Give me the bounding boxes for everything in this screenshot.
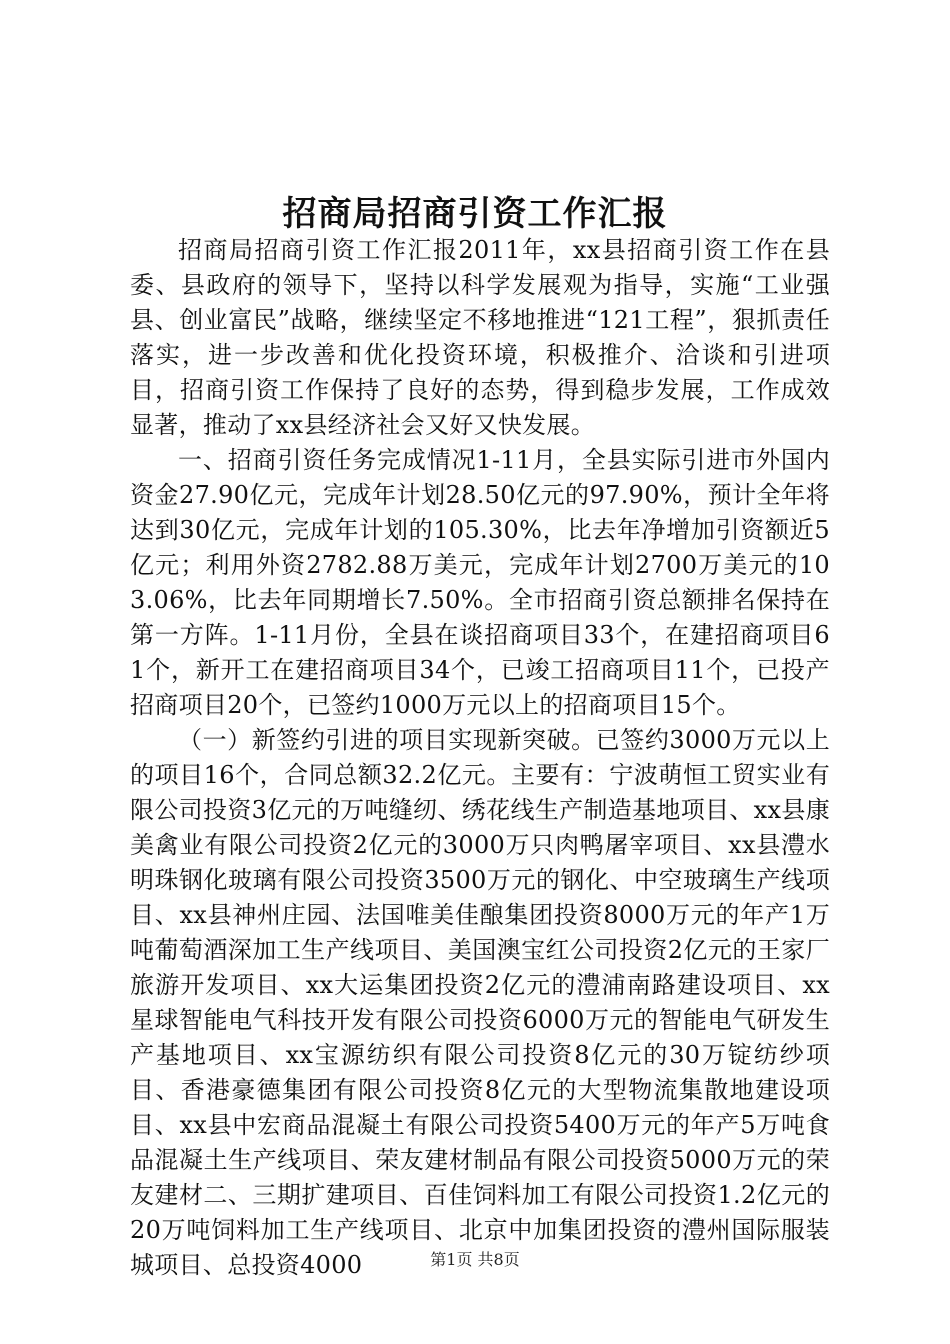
page-footer: 第1页 共8页 [430,1250,520,1269]
paragraph-section-one: 一、招商引资任务完成情况1-11月，全县实际引进市外国内资金27.90亿元，完成年计划28.50亿元的97.90%，预计全年将达到30亿元，完成年计划的105.30%，比去年净增加引资额近5亿元；利用外资2782.88万美元，完成年计划2700万美元的103.06%，比去年同期增长7.50%。全市招商引资总额排名保持在第一方阵。1-11月份，全县在谈招商项目33个，在建招商项目61个，新开工在建招商项目34个，已竣工招商项目11个，已投产招商项目20个，已签约1000万元以上的招商项目15个。 [130,446,830,719]
paragraph-subsection-one: （一）新签约引进的项目实现新突破。已签约3000万元以上的项目16个，合同总额32.2亿元。主要有：宁波萌恒工贸实业有限公司投资3亿元的万吨缝纫、绣花线生产制造基地项目、xx县康美禽业有限公司投资2亿元的3000万只肉鸭屠宰项目、xx县澧水明珠钢化玻璃有限公司投资3500万元的钢化、中空玻璃生产线项目、xx县神州庄园、法国唯美佳酿集团投资8000万元的年产1万吨葡萄酒深加工生产线项目、美国澳宝红公司投资2亿元的王家厂旅游开发项目、xx大运集团投资2亿元的澧浦南路建设项目、xx星球智能电气科技开发有限公司投资6000万元的智能电气研发生产基地项目、xx宝源纺织有限公司投资8亿元的30万锭纺纱项目、香港豪德集团有限公司投资8亿元的大型物流集散地建设项目、xx县中宏商品混凝土有限公司投资5400万元的年产5万吨食品混凝土生产线项目、荣友建材制品有限公司投资5000万元的荣友建材二、三期扩建项目、百佳饲料加工有限公司投资1.2亿元的20万吨饲料加工生产线项目、北京中加集团投资的澧州国际服装城项目、总投资4000 [130,726,830,1279]
document-title: 招商局招商引资工作汇报 [282,194,668,234]
document-body [130,233,830,1283]
paragraph-intro: 招商局招商引资工作汇报2011年，xx县招商引资工作在县委、县政府的领导下，坚持以科学发展观为指导，实施“工业强县、创业富民”战略，继续坚定不移地推进“121工程”，狠抓责任落实，进一步改善和优化投资环境，积极推介、洽谈和引进项目，招商引资工作保持了良好的态势，得到稳步发展，工作成效显著，推动了xx县经济社会又好又快发展。 [130,236,830,439]
